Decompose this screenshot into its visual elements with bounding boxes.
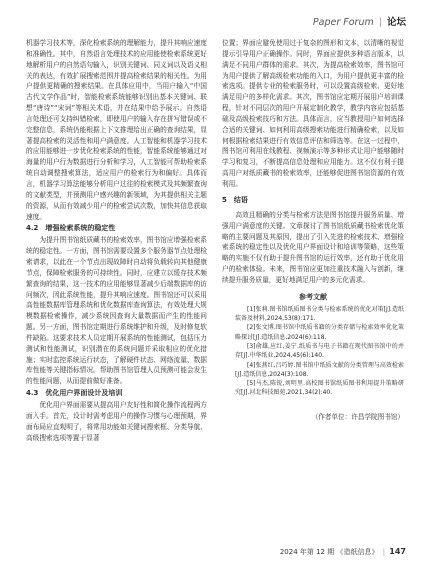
issue-label: 2024 年第 12 期 — [279, 548, 335, 556]
footer-divider: | — [382, 548, 386, 556]
section-heading-4-2: 4.2 增强检索系统的稳定性 — [26, 224, 116, 233]
reference-item: [4]张燕红,吕巧婷.图书馆中纸质文献的分类管理与高效检索[J].造纸信息,2024(3):108. — [235, 361, 404, 378]
author-affiliation: （作者单位：许昌学院图书馆） — [311, 412, 404, 421]
paragraph: 高效且精确的分类与检索方法是图书馆提升服务质量、增强用户满意度的关键。文章探讨了图书馆纸质藏书检索优化策略的主要问题及其原因，提出了引入先进的检索技术、增强检索系统的稳定性以及优化用户界面设计和培训等策略，这些策略的实施不仅有助于提升图书馆的运行效率，还有助于优化用户的检索体验。未来，图书馆应更加注重技术融入与创新，继续提升服务质量，更好地满足用户的多元化需求。 — [222, 210, 404, 284]
reference-item: [2]张文博.图书馆中纸质书籍的分类存储与检索效率优化策略探讨[J].造纸信息,2024(6):118. — [235, 324, 404, 341]
page-header — [0, 0, 427, 36]
right-column — [222, 38, 404, 423]
forum-label-en: Paper Forum — [312, 17, 374, 28]
page-number: 147 — [389, 547, 406, 556]
paragraph: 机器学习技术等，深化检索系统的理解能力，提升其响应速度和准确性。其中，自然语言处理技术的应用能使检索系统更好地解析用户的自然语句输入，识别关键词、同义词以及语义相关的表达，有效扩展搜索范围并提高检索结果的相关性。为用户提供更精确的搜索结果。在具体应用中，当用户输入“中国古代文学作品”时，智能检索系统能够识别出基本关键词、联想“唐诗”“宋词”等相关术语，并在结果中给予展示。自然语言处理还可支持纠错检索，即使用户的输入存在拼写错误或不完整信息，系统仍能根据上下文推理给出正确的查询结果，显著提高检索的灵活性和用户满意度。人工智能和机器学习技术的应用能够进一步优化检索系统的性能，智能系统能够通过对海量的用户行为数据进行分析和学习，人工智能可帮助检索系统自动调整搜索算法，适应用户的检索行为和偏好。具体而言，机器学习算法能够分析用户过往的检索模式及其频繁查询的文献类型，并预测用户感兴趣的新领域，为其提供相关主题的资源，从而有效减少用户的检索尝试次数，加快其信息获取速度。 — [26, 39, 207, 221]
reference-item: [3]俞雄,应红,姜宁.纸质书与电子书籍在现代图书馆中的并存[J].中华纸业,2024,45(6):140. — [235, 342, 404, 360]
forum-label-zh: 论坛 — [386, 17, 406, 28]
section-heading-4-3: 4.3 优化用户界面设计及培训 — [26, 389, 123, 398]
journal-name: 《造纸信息》 — [336, 548, 379, 556]
reference-item: [1]张莉.图书馆纸质图书分类与检索系统的优化对策[J].造纸装备及材料,2024,53(8):171. — [235, 305, 404, 323]
page-footer — [280, 547, 406, 557]
section-title — [313, 14, 406, 28]
paragraph: 为提升图书馆纸质藏书的检索效率，图书馆应增强检索系统的稳定性。一方面，图书馆需要设置多个服务器节点处理检索请求，以此在一个节点出现故障时自动将负载转向其他健康节点，保障检索服务的可持续性。同时，应建立以缓存技术频繁查询的结果，这一技术的应用能够显著减少后端数据库的访问频次，因此系统性能，提升其响应速度。图书馆还可以采用高性能数据库管理系统和优化数据库查询算法，有效处理大规模数据检索操作，减少系统因查询大量数据而产生的性能问题。另一方面，图书馆定期进行系统维护和升级，及时修复软件缺陷。这要求技术人员定期开展系统的性能测试，包括压力测试和性能测试，识别潜在的系统问题并采取相应的优化措施；实时监控系统运行状态，了解硬件状态、网络流量、数据库性能等关键指标情况。帮助图书馆管理人员预测可能会发生的性能问题，从而提前做好准备。 — [26, 236, 207, 386]
header-divider: | — [378, 17, 382, 28]
reference-item: [5]马杰,陈锐,刘明里.高校图书馆纸质图书利用提升策略研究[J].河北科技图苑,2021,34(2):40. — [235, 380, 404, 397]
references-title: 参考文献 — [299, 292, 327, 301]
paragraph: 位置；界面应避免使用过于复杂的图形和文本，以清晰的视觉提示引导用户正确操作。同时，界面应提供多种语言版本，以满足不同用户群体的需求。其次，为提高检索效率，图书馆可为用户提供了解高级检索功能的入口，为用户提供更丰富的检索选项。提供专业的检索服务时，可以设置高级检索、更好地满足用户的多样化需求。其次，图书馆应定期开展用户培训课程，针对不同层次的用户开展定制化教学，教学内容应包括基础及高级检索技巧和方法。具体而言，应当教授用户如何选择合适的关键词、如何利用高级搜索功能进行精确检索，以及如何根据检索结果进行有效信息评估和筛选等。在这一过程中，图书馆可利用在线教程、视频演示等多种形式让用户能够随时学习和复习，不断提高信息处理和应用能力。这不仅有利于提高用户对纸质藏书的检索效率，还能够促进图书馆资源的有效利用。 — [222, 39, 404, 188]
section-heading-5: 5 结语 — [222, 195, 248, 204]
paragraph: 优化用户界面需要从提高用户友好性和简化操作流程两方面入手。首先，设计时需考虑用户的操作习惯与心理预期，界面布局应直观明了，将常用功能如关键词搜索框、分类导航、高级搜索选项等置于显著 — [26, 401, 207, 442]
left-column — [26, 38, 207, 444]
